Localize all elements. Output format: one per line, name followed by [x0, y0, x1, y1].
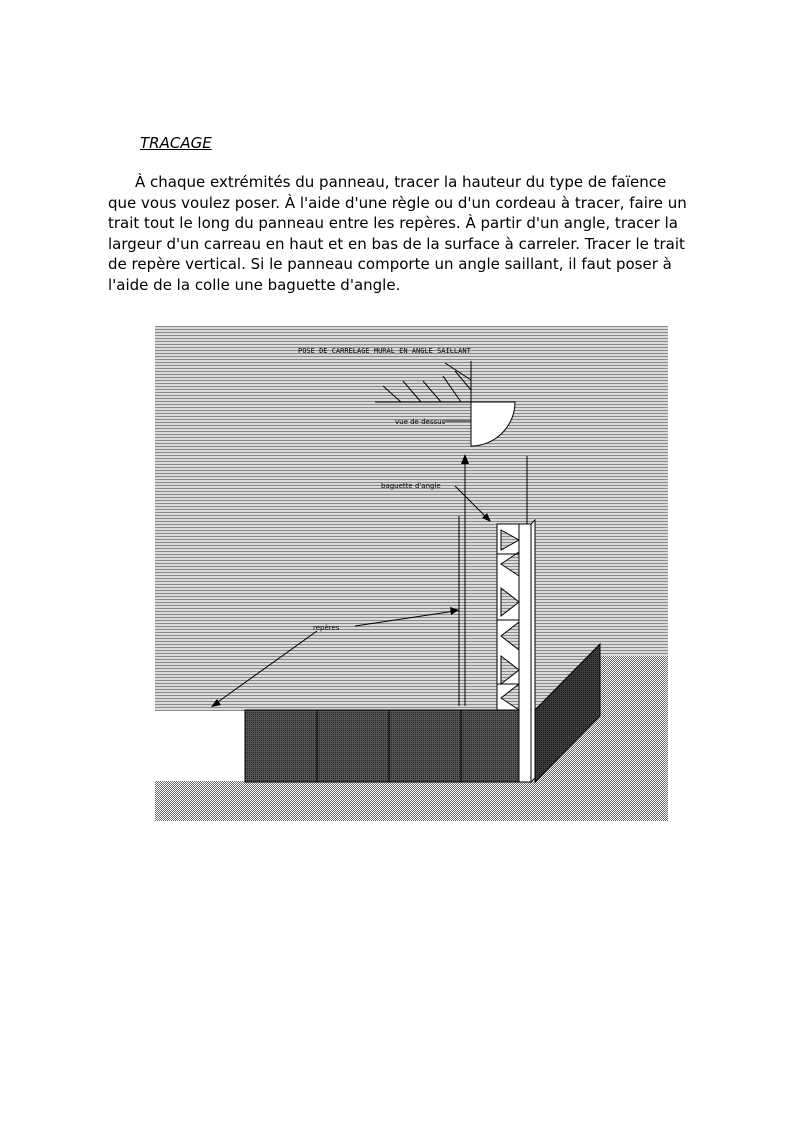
label-reperes: repères [313, 624, 340, 632]
section-heading: TRACAGE [140, 134, 212, 152]
figure-title: POSE DE CARRELAGE MURAL EN ANGLE SAILLANT [298, 347, 471, 355]
label-baguette: baguette d'angle [381, 482, 441, 490]
tiling-illustration [155, 326, 668, 821]
body-paragraph: À chaque extrémités du panneau, tracer la hauteur du type de faïence que vous voulez poser. À l'aide d'une règle ou d'un cordeau à tracer, faire un trait tout le long du panneau entre les repères. À partir d'un angle, tracer la largeur d'un carreau en haut et en bas de la surface à carreler. Tracer le trait de repère vertical. Si le panneau comporte un angle saillant, il faut poser à l'aide de la colle une baguette d'angle. [108, 173, 687, 294]
label-top-view: vue de dessus [395, 418, 446, 426]
front-tiles [245, 710, 519, 782]
